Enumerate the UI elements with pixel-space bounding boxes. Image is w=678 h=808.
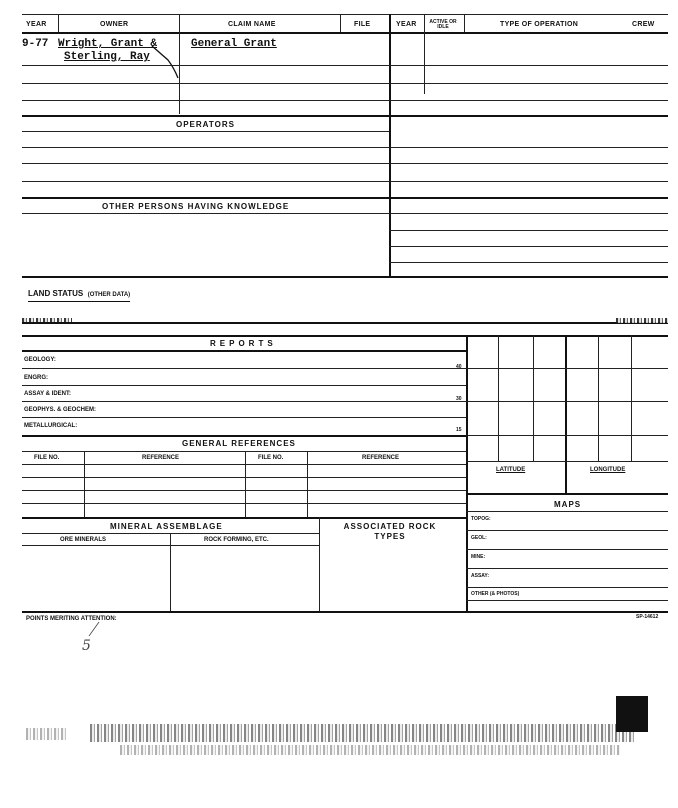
scan-noise-band-2: [120, 745, 620, 755]
section-other-persons: OTHER PERSONS HAVING KNOWLEDGE: [102, 202, 290, 211]
latitude-label: LATITUDE: [496, 467, 526, 473]
header-file: FILE: [354, 21, 371, 28]
refs-header-reference-2: REFERENCE: [362, 455, 400, 461]
handwritten-mark: 5: [82, 638, 91, 654]
entry-year: 9-77: [22, 38, 49, 50]
longitude-label: LONGITUDE: [590, 467, 626, 473]
points-meriting-attention: POINTS MERITING ATTENTION:: [26, 616, 117, 622]
form-code: SP-14612: [636, 614, 659, 620]
header-claim-name: CLAIM NAME: [228, 21, 276, 28]
maps-topog: TOPOG:: [471, 516, 491, 522]
scan-artifact-right: [616, 318, 668, 323]
section-reports: REPORTS: [210, 339, 277, 348]
scan-noise-left: [26, 728, 66, 740]
pencil-mark: [75, 620, 115, 660]
land-status-label: LAND STATUS: [28, 289, 84, 298]
refs-header-file-no: FILE NO.: [34, 455, 60, 461]
entry-owner-line1: Wright, Grant &: [58, 38, 158, 50]
report-label-geology: GEOLOGY:: [24, 357, 56, 363]
maps-mine: MINE:: [471, 554, 486, 560]
land-status-heading: [28, 283, 130, 302]
land-status-sub: (OTHER DATA): [87, 292, 131, 298]
header-active-idle: ACTIVE OR IDLE: [429, 19, 457, 30]
header-crew: CREW: [632, 21, 655, 28]
report-num-engrg: 40: [456, 364, 462, 370]
report-label-engrg: ENGRG:: [24, 375, 48, 381]
section-operators: OPERATORS: [176, 120, 235, 129]
section-associated-rock-types: ASSOCIATED ROCK TYPES: [343, 522, 437, 541]
header-year-2: YEAR: [396, 21, 417, 28]
mineral-header-ore: ORE MINERALS: [60, 537, 107, 543]
scan-noise-band: [90, 724, 635, 742]
mineral-header-rock: ROCK FORMING, ETC.: [204, 537, 269, 543]
ownership-bracket-mark: [150, 44, 190, 84]
maps-assay: ASSAY:: [471, 573, 490, 579]
refs-header-reference: REFERENCE: [142, 455, 180, 461]
report-num-metallurgical: 15: [456, 427, 462, 433]
maps-geol: GEOL:: [471, 535, 487, 541]
section-maps: MAPS: [554, 500, 582, 509]
section-general-references: GENERAL REFERENCES: [182, 439, 296, 448]
maps-other: OTHER (& PHOTOS): [471, 591, 520, 597]
report-label-assay: ASSAY & IDENT:: [24, 391, 72, 397]
scan-dark-block: [616, 696, 648, 732]
report-label-geophys: GEOPHYS. & GEOCHEM:: [24, 407, 97, 413]
header-owner: OWNER: [100, 21, 129, 28]
report-label-metallurgical: METALLURGICAL:: [24, 423, 78, 429]
entry-owner-line2: Sterling, Ray: [64, 51, 150, 63]
refs-header-file-no-2: FILE NO.: [258, 455, 284, 461]
report-num-geophys: 30: [456, 396, 462, 402]
header-type-of-operation: TYPE OF OPERATION: [500, 21, 579, 28]
entry-claim-name: General Grant: [191, 38, 277, 50]
section-mineral-assemblage: MINERAL ASSEMBLAGE: [110, 522, 223, 531]
header-year: YEAR: [26, 21, 47, 28]
